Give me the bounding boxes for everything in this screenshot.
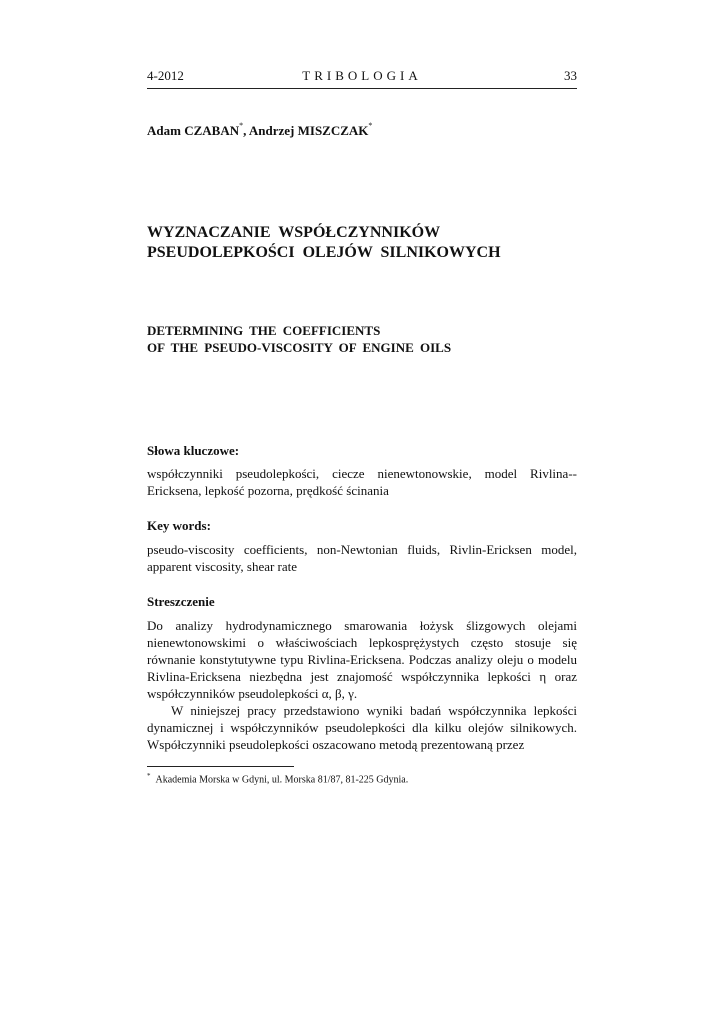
keywords-pl-text: współczynniki pseudolepkości, ciecze nienewtonowskie, model Rivlina-Ericksena, lepkość pozorna, prędkość ścinania [147,466,577,498]
title-line: DETERMINING THE COEFFICIENTS [147,323,381,338]
keywords-en-heading: Key words: [147,518,211,533]
footnote-text: Akademia Morska w Gdyni, ul. Morska 81/87, 81-225 Gdynia. [155,774,409,786]
keywords-pl-heading: Słowa kluczowe: [147,443,240,458]
keywords-en-text: pseudo-viscosity coefficients, non-Newtonian fluids, Rivlin-Ericksen model, apparent viscosity, shear rate [147,542,577,574]
page-number: 33 [564,68,577,83]
author-separator: , [243,123,249,138]
title-line: WYZNACZANIE WSPÓŁCZYNNIKÓW [147,224,441,241]
title-line: OF THE PSEUDO-VISCOSITY OF ENGINE OILS [147,340,452,355]
running-header [147,68,577,89]
title-line: PSEUDOLEPKOŚCI OLEJÓW SILNIKOWYCH [147,244,501,261]
abstract-paragraph: W niniejszej pracy przedstawiono wyniki badań współczynnika lepkości dynamicznej i współczynników pseudolepkości dla kilku olejów silnikowych. Współczynniki pseudolepkości oszacowano metodą prezentowaną przez [147,703,577,752]
issue-number: 4-2012 [147,68,184,83]
footnote [147,772,408,785]
title-english [147,322,587,356]
affiliation-mark: * [368,121,373,130]
author-list [147,123,372,139]
footnote-mark: * [147,772,151,780]
journal-name: TRIBOLOGIA [302,68,422,83]
author-name: Andrzej MISZCZAK [248,123,369,138]
author-name: Adam CZABAN [147,123,240,138]
affiliation-mark: * [239,121,244,130]
abstract-heading: Streszczenie [147,594,215,609]
title-polish [147,223,587,263]
footnote-divider [147,766,294,767]
abstract-paragraph: Do analizy hydrodynamicznego smarowania łożysk ślizgowych olejami nienewtonowskimi o właściwościach lepkosprężystych często stosuje się równanie konstytutywne typu Rivlina-Ericksena. Podczas analizy oleju o modelu Rivlina-Ericksena niezbędna jest znajomość współczynnika lepkości η oraz współczynników pseudolepkości α, β, γ. [147,618,577,701]
